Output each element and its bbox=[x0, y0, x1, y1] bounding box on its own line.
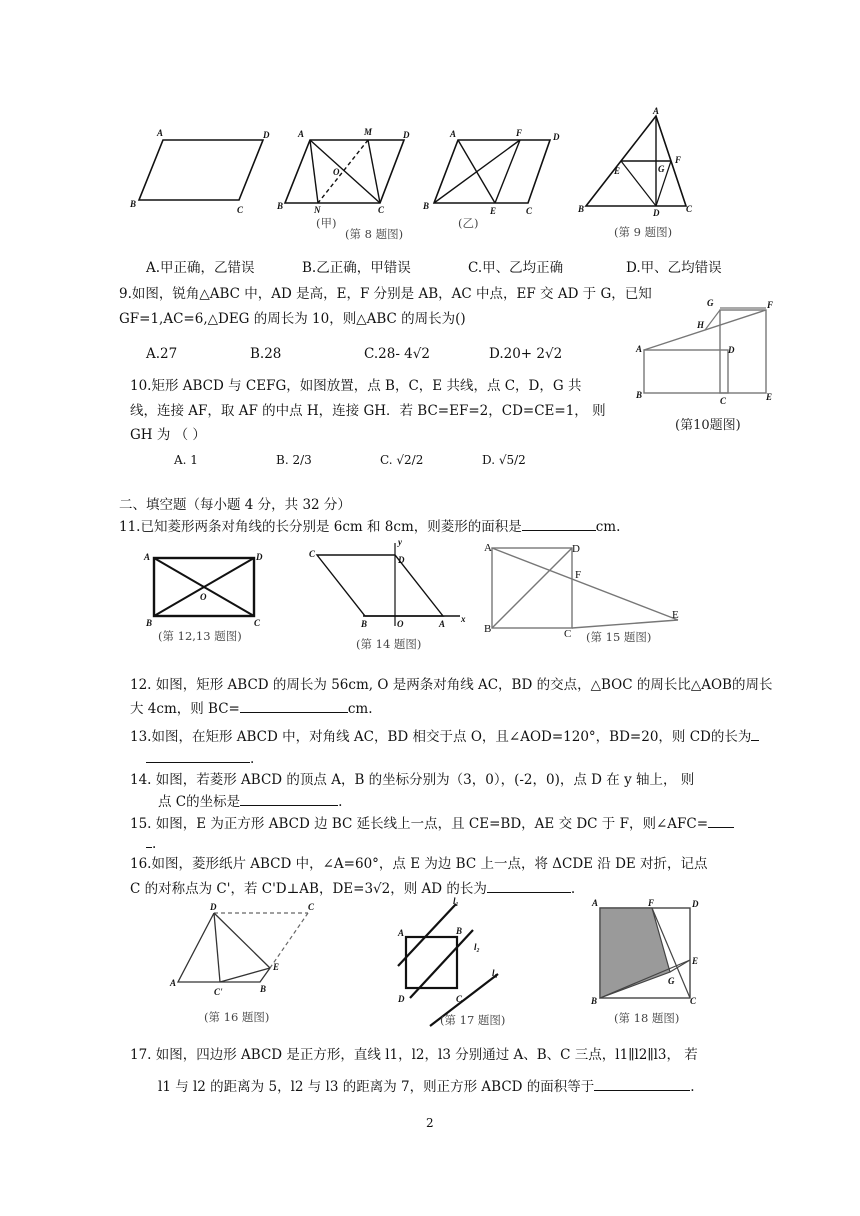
svg-text:D: D bbox=[728, 345, 735, 355]
svg-text:l₂: l₂ bbox=[474, 942, 480, 952]
figure-q15-square bbox=[482, 540, 687, 638]
q13-line-2: . bbox=[146, 750, 254, 767]
svg-text:O: O bbox=[397, 619, 404, 629]
q13-answer-blank-b[interactable] bbox=[146, 750, 250, 763]
q10-line-2: 线，连接 AF，取 AF 的中点 H，连接 GH．若 BC=EF=2，CD=CE=1， 则 bbox=[130, 403, 606, 419]
q9-option-d: D.20+ 2√2 bbox=[489, 346, 563, 362]
q15-stem: 15. 如图，E 为正方形 ABCD 边 BC 延长线上一点，且 CE=BD，AE 交 DC 于 F，则∠AFC= bbox=[130, 816, 709, 832]
svg-text:F: F bbox=[675, 155, 682, 165]
svg-text:B: B bbox=[260, 984, 267, 994]
svg-text:D: D bbox=[403, 130, 410, 140]
figure-q8-jia bbox=[277, 125, 410, 230]
q10-option-a: A. 1 bbox=[174, 453, 198, 467]
figure-q8-parallelogram bbox=[125, 125, 280, 215]
svg-text:C': C' bbox=[214, 987, 223, 997]
figure-q12-13-rectangle bbox=[140, 548, 270, 638]
q13-answer-blank-a[interactable] bbox=[751, 728, 759, 741]
q12-stem: 大 4cm，则 BC= bbox=[130, 701, 240, 717]
figure-q18-square-shaded bbox=[588, 898, 708, 1008]
q12-line-1: 12. 如图，矩形 ABCD 的周长为 56cm, O 是两条对角线 AC，BD 的交点，△BOC 的周长比△AOB的周长 bbox=[130, 677, 773, 693]
svg-text:F: F bbox=[648, 898, 655, 908]
svg-text:x: x bbox=[461, 614, 466, 624]
svg-text:D: D bbox=[692, 899, 699, 909]
figure-q16-rhombus bbox=[170, 898, 320, 1013]
svg-text:N: N bbox=[314, 205, 321, 215]
svg-text:D: D bbox=[256, 552, 263, 562]
q10-line-3: GH 为 （ ） bbox=[130, 427, 206, 443]
svg-text:B: B bbox=[146, 618, 153, 628]
svg-text:E: E bbox=[692, 956, 699, 966]
q10-option-d: D. √5/2 bbox=[482, 453, 526, 467]
svg-text:C: C bbox=[237, 205, 244, 215]
svg-text:A: A bbox=[398, 928, 405, 938]
page-number: 2 bbox=[426, 1116, 434, 1130]
svg-text:E: E bbox=[672, 609, 679, 621]
svg-text:C: C bbox=[686, 204, 693, 214]
q11-text bbox=[119, 518, 620, 535]
svg-text:A: A bbox=[144, 552, 151, 562]
svg-text:A: A bbox=[636, 344, 643, 354]
section-2-heading: 二、填空题（每小题 4 分，共 32 分） bbox=[119, 497, 351, 513]
figure-q10-caption: (第10题图) bbox=[675, 418, 741, 433]
svg-text:B: B bbox=[484, 623, 492, 635]
q8-option-d: D.甲、乙均错误 bbox=[626, 260, 722, 276]
svg-text:G: G bbox=[707, 298, 714, 308]
svg-text:A: A bbox=[653, 106, 660, 116]
svg-text:B: B bbox=[130, 199, 137, 209]
svg-text:B: B bbox=[591, 996, 598, 1006]
svg-text:B: B bbox=[361, 619, 368, 629]
q16-line-1: 16.如图，菱形纸片 ABCD 中，∠A=60°，点 E 为边 BC 上一点，将 ΔCDE 沿 DE 对折，记点 bbox=[130, 856, 708, 872]
figure-q8-yi bbox=[420, 125, 570, 225]
q15-line-2: . bbox=[146, 835, 156, 852]
svg-text:A: A bbox=[170, 978, 177, 988]
q15-answer-blank-a[interactable] bbox=[708, 815, 734, 828]
svg-text:A: A bbox=[157, 128, 164, 138]
svg-text:l₃: l₃ bbox=[492, 968, 498, 978]
svg-text:D: D bbox=[553, 132, 560, 142]
q8-option-c: C.甲、乙均正确 bbox=[468, 260, 564, 276]
svg-text:D: D bbox=[398, 994, 405, 1004]
svg-text:H: H bbox=[697, 320, 705, 330]
figure-q18-caption: (第 18 题图) bbox=[614, 1011, 680, 1025]
q13-line-1 bbox=[130, 728, 759, 745]
svg-text:M: M bbox=[364, 127, 373, 137]
q14-line-1: 14. 如图，若菱形 ABCD 的顶点 A，B 的坐标分别为（3，0），(-2，0)，点 D 在 y 轴上， 则 bbox=[130, 772, 695, 788]
svg-text:D: D bbox=[653, 208, 660, 218]
svg-text:A: A bbox=[450, 129, 457, 139]
svg-text:F: F bbox=[516, 128, 523, 138]
svg-text:C: C bbox=[690, 996, 697, 1006]
svg-text:O: O bbox=[200, 592, 207, 602]
svg-text:E: E bbox=[490, 206, 497, 216]
svg-text:F: F bbox=[575, 569, 582, 581]
svg-text:E: E bbox=[273, 962, 280, 972]
svg-text:E: E bbox=[614, 166, 621, 176]
q15-line-1 bbox=[130, 815, 734, 832]
svg-text:B: B bbox=[578, 204, 585, 214]
figure-q8-jia-label: (甲) bbox=[316, 216, 337, 230]
figure-q17-square-lines bbox=[388, 898, 508, 1028]
svg-text:G: G bbox=[658, 164, 665, 174]
svg-text:C: C bbox=[254, 618, 261, 628]
q9-option-c: C.28- 4√2 bbox=[364, 346, 430, 362]
q12-answer-blank[interactable] bbox=[240, 700, 348, 713]
q14-stem: 点 C的坐标是 bbox=[158, 794, 241, 810]
svg-text:C: C bbox=[309, 549, 316, 559]
q15-answer-blank-b[interactable] bbox=[146, 835, 152, 848]
q9-line-1: 9.如图，锐角△ABC 中，AD 是高，E，F 分别是 AB，AC 中点，EF 交 AD 于 G，已知 bbox=[119, 286, 652, 302]
q14-answer-blank[interactable] bbox=[240, 793, 338, 806]
svg-text:A: A bbox=[298, 129, 305, 139]
svg-text:B: B bbox=[277, 201, 284, 211]
figure-q8-yi-label: (乙) bbox=[458, 216, 479, 230]
figure-q17-caption: (第 17 题图) bbox=[440, 1013, 506, 1027]
figure-q10-rectangles bbox=[636, 298, 786, 406]
svg-text:F: F bbox=[767, 300, 774, 310]
figure-q15-caption: (第 15 题图) bbox=[586, 630, 652, 644]
q9-line-2: GF=1,AC=6,△DEG 的周长为 10，则△ABC 的周长为() bbox=[119, 311, 466, 327]
q11-unit: cm. bbox=[595, 519, 621, 535]
svg-text:l₁: l₁ bbox=[453, 896, 459, 906]
q8-option-b: B.乙正确，甲错误 bbox=[302, 260, 411, 276]
q13-stem: 13.如图，在矩形 ABCD 中，对角线 AC，BD 相交于点 O，且∠AOD=120°，BD=20，则 CD的长为 bbox=[130, 729, 752, 745]
q10-option-b: B. 2/3 bbox=[276, 453, 312, 467]
svg-text:C: C bbox=[378, 205, 385, 215]
q10-line-1: 10.矩形 ABCD 与 CEFG，如图放置，点 B，C，E 共线，点 C，D，G 共 bbox=[130, 378, 582, 394]
svg-text:G: G bbox=[668, 976, 675, 986]
svg-text:D: D bbox=[263, 130, 270, 140]
q17-answer-blank[interactable] bbox=[594, 1078, 690, 1091]
figure-q8-caption: (第 8 题图) bbox=[345, 227, 404, 241]
svg-text:B: B bbox=[456, 926, 463, 936]
svg-text:C: C bbox=[564, 628, 572, 640]
q9-option-b: B.28 bbox=[250, 346, 282, 362]
figure-q16-caption: (第 16 题图) bbox=[204, 1010, 270, 1024]
svg-text:E: E bbox=[766, 392, 773, 402]
svg-text:D: D bbox=[210, 902, 217, 912]
q16-answer-blank[interactable] bbox=[487, 880, 571, 893]
svg-text:C: C bbox=[720, 396, 727, 406]
q17-line-1: 17. 如图，四边形 ABCD 是正方形，直线 l1，l2，l3 分别通过 A、B、C 三点，l1∥l2∥l3， 若 bbox=[130, 1047, 698, 1063]
q16-line-2: C 的对称点为 C'，若 C'D⊥AB，DE=3√2，则 AD 的长为 . bbox=[130, 881, 576, 897]
q10-option-c: C. √2/2 bbox=[380, 453, 424, 467]
figure-q9-caption: (第 9 题图) bbox=[614, 225, 673, 239]
q12-line-2 bbox=[130, 700, 373, 717]
svg-text:y: y bbox=[398, 537, 402, 547]
q14-line-2: 点 C的坐标是 . bbox=[158, 794, 343, 810]
svg-text:C: C bbox=[456, 994, 463, 1004]
svg-text:B: B bbox=[636, 390, 643, 400]
svg-text:A: A bbox=[484, 542, 492, 554]
q9-option-a: A.27 bbox=[146, 346, 178, 362]
q17-stem: l1 与 l2 的距离为 5，l2 与 l3 的距离为 7，则正方形 ABCD 的面积等于 bbox=[158, 1079, 595, 1095]
svg-text:D: D bbox=[398, 555, 405, 565]
svg-text:A: A bbox=[439, 619, 446, 629]
q11-answer-blank[interactable] bbox=[522, 518, 596, 531]
q16-stem: C 的对称点为 C'，若 C'D⊥AB，DE=3√2，则 AD 的长为 bbox=[130, 881, 487, 897]
svg-text:B: B bbox=[423, 201, 430, 211]
svg-text:C: C bbox=[308, 902, 315, 912]
q12-unit: cm. bbox=[347, 701, 373, 717]
figure-q14-caption: (第 14 题图) bbox=[356, 637, 422, 651]
svg-text:D: D bbox=[572, 543, 580, 555]
figure-q12-13-caption: (第 12,13 题图) bbox=[158, 629, 242, 643]
svg-text:A: A bbox=[592, 898, 599, 908]
figure-q14-rhombus bbox=[305, 538, 470, 633]
svg-text:C: C bbox=[526, 206, 533, 216]
svg-text:O: O bbox=[333, 167, 340, 177]
q11-stem: 11.已知菱形两条对角线的长分别是 6cm 和 8cm，则菱形的面积是 bbox=[119, 519, 522, 535]
q8-option-a: A.甲正确，乙错误 bbox=[146, 260, 255, 276]
q17-line-2: l1 与 l2 的距离为 5，l2 与 l3 的距离为 7，则正方形 ABCD 的面积等于 . bbox=[158, 1079, 695, 1095]
figure-q9-triangle bbox=[578, 108, 698, 223]
